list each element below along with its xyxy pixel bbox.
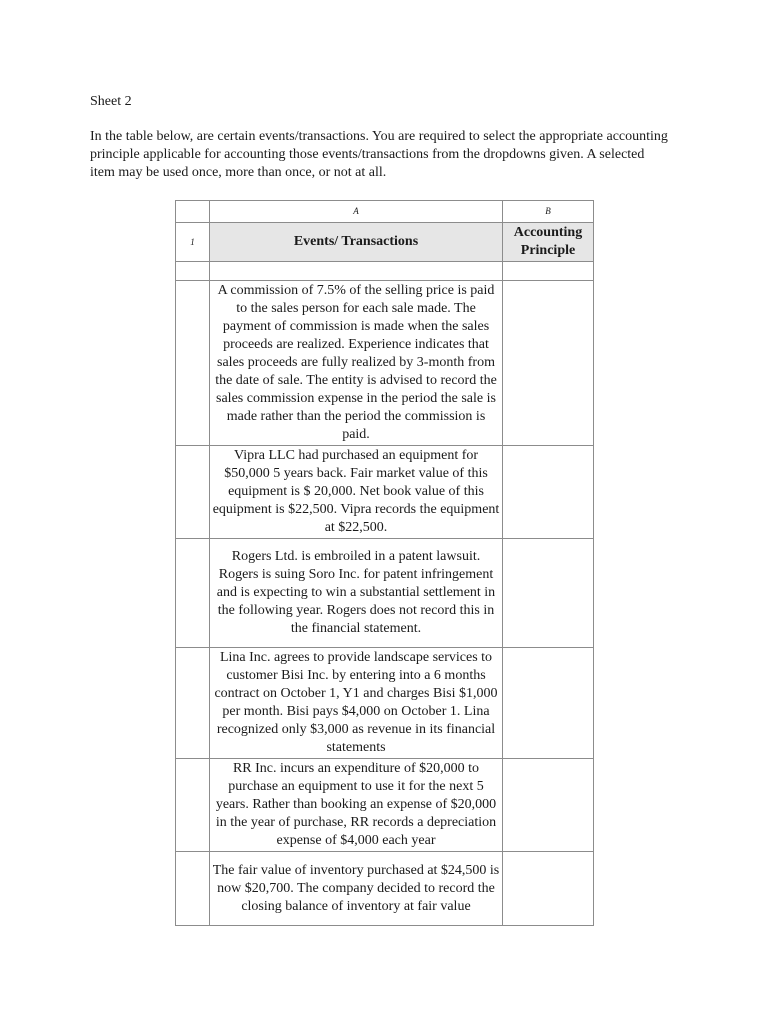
table-row: [176, 539, 594, 648]
corner-cell: [176, 201, 210, 223]
row-number-cell: [176, 648, 210, 759]
instructions-text: In the table below, are certain events/transactions. You are required to select the appropriate accounting principle applicable for accounting those events/transactions from the dropdowns given. A selected item may be used once, more than once, or not at all.: [90, 129, 668, 180]
blank-cell: [210, 262, 503, 281]
event-cell: Vipra LLC had purchased an equipment for $50,000 5 years back. Fair market value of this equipment is $ 20,000. Net book value of this equipment is $22,500. Vipra records the equipment at $22,500.: [210, 446, 503, 539]
blank-row: [176, 262, 594, 281]
row-number-cell: [176, 852, 210, 926]
blank-cell: [503, 262, 594, 281]
row-number-cell: [176, 281, 210, 446]
table-row: [176, 852, 594, 926]
column-letter-a: A: [210, 201, 503, 223]
event-cell: A commission of 7.5% of the selling price is paid to the sales person for each sale made. The payment of commission is made when the sales proceeds are realized. Experience indicates that sales proceeds are fully realized by 3-month from the date of sale. The entity is advised to record the sales commission expense in the period the sale is made rather than the period the commission is paid.: [210, 281, 503, 446]
table-row: [176, 281, 594, 446]
row-number-cell: [176, 759, 210, 852]
event-cell: Lina Inc. agrees to provide landscape services to customer Bisi Inc. by entering into a 6 months contract on October 1, Y1 and charges Bisi $1,000 per month. Bisi pays $4,000 on October 1. Lina recognized only $3,000 as revenue in its financial statements: [210, 648, 503, 759]
principle-dropdown-cell[interactable]: [503, 759, 594, 852]
row-number: 1: [176, 223, 210, 262]
event-cell: RR Inc. incurs an expenditure of $20,000 to purchase an equipment to use it for the next 5 years. Rather than booking an expense of $20,000 in the year of purchase, RR records a depreciation expense of $4,000 each year: [210, 759, 503, 852]
principle-header: Accounting Principle: [503, 223, 594, 262]
row-number-cell: [176, 446, 210, 539]
table-row: [176, 759, 594, 852]
event-cell: The fair value of inventory purchased at $24,500 is now $20,700. The company decided to record the closing balance of inventory at fair value: [210, 852, 503, 926]
events-table: [175, 200, 594, 926]
events-header: Events/ Transactions: [210, 223, 503, 262]
principle-dropdown-cell[interactable]: [503, 539, 594, 648]
event-cell: Rogers Ltd. is embroiled in a patent lawsuit. Rogers is suing Soro Inc. for patent infringement and is expecting to win a substantial settlement in the following year. Rogers does not record this in the financial statement.: [210, 539, 503, 648]
principle-dropdown-cell[interactable]: [503, 852, 594, 926]
principle-dropdown-cell[interactable]: [503, 281, 594, 446]
header-row: [176, 223, 594, 262]
principle-dropdown-cell[interactable]: [503, 446, 594, 539]
table-row: [176, 446, 594, 539]
row-number-cell: [176, 539, 210, 648]
table-row: [176, 648, 594, 759]
blank-cell: [176, 262, 210, 281]
principle-dropdown-cell[interactable]: [503, 648, 594, 759]
column-letter-row: [176, 201, 594, 223]
column-letter-b: B: [503, 201, 594, 223]
sheet-title: Sheet 2: [90, 94, 132, 109]
